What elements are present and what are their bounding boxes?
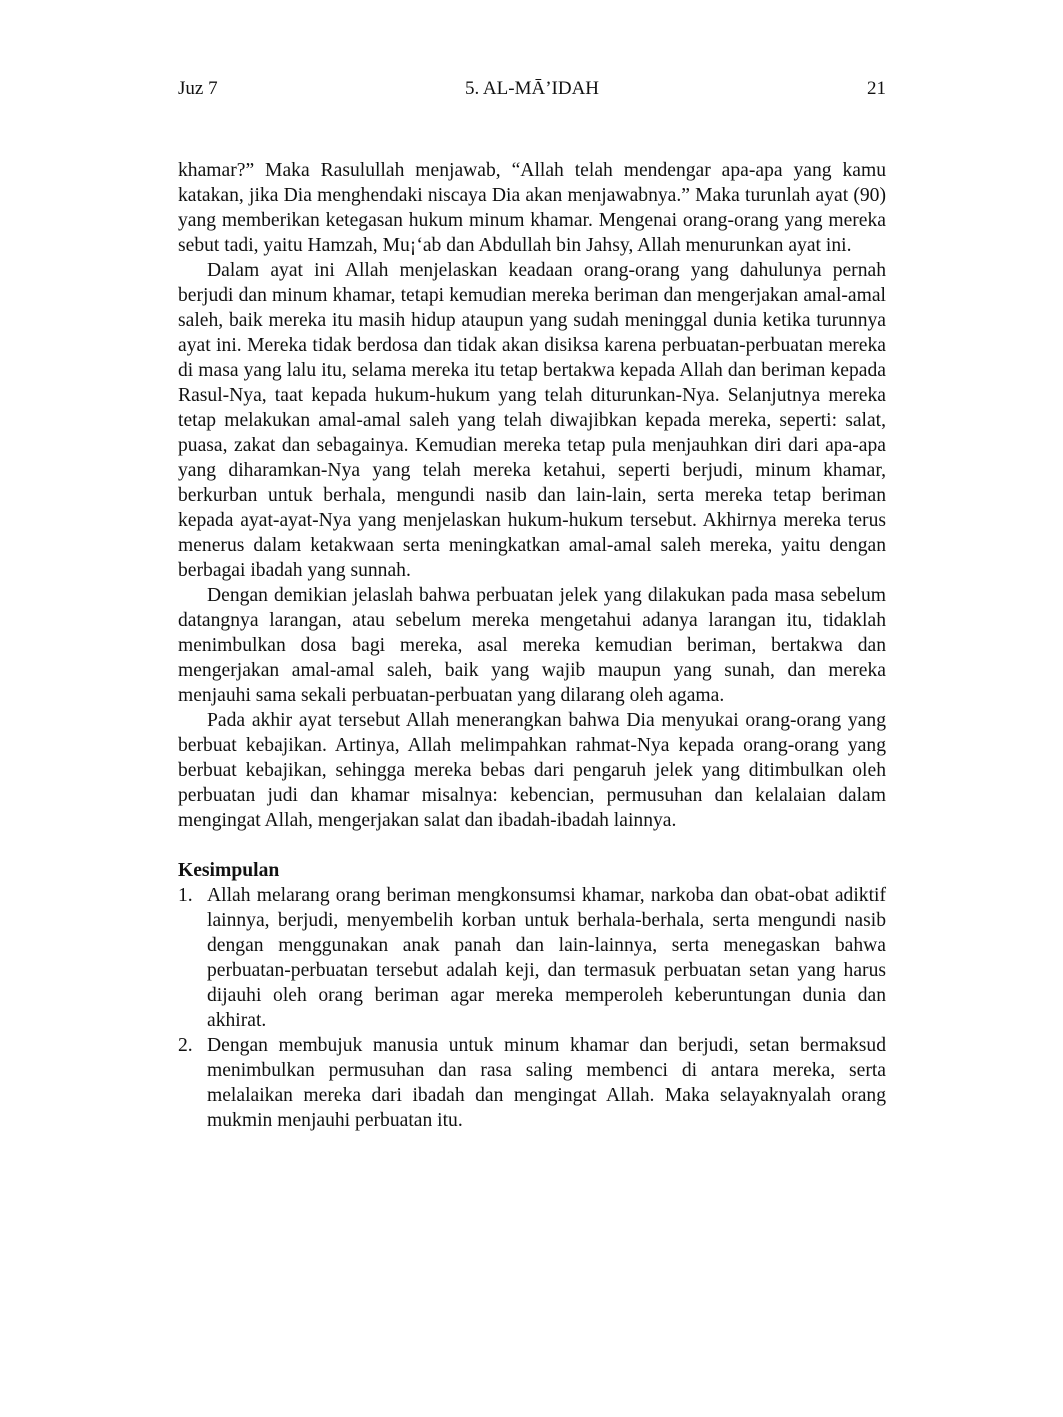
juz-label: Juz 7 xyxy=(178,78,218,99)
running-header xyxy=(178,74,886,104)
paragraph: Pada akhir ayat tersebut Allah menerangkan bahwa Dia menyukai orang-orang yang berbuat kebajikan. Artinya, Allah melimpahkan rahmat-Nya kepada orang-orang yang berbuat kebajikan, sehingga mereka bebas dari pengaruh jelek yang ditimbulkan oleh perbuatan judi dan khamar misalnya: kebencian, permusuhan dan kelalaian dalam mengingat Allah, mengerjakan salat dan ibadah-ibadah lainnya. xyxy=(178,710,886,831)
list-number: 2. xyxy=(178,1035,193,1056)
list-item-text: Allah melarang orang beriman mengkonsumsi khamar, narkoba dan obat-obat adiktif lainnya, berjudi, menyembelih korban untuk berhala-berhala, serta mengundi nasib dengan menggunakan anak panah dan lain-lainnya, serta menegaskan bahwa perbuatan-perbuatan tersebut adalah keji, dan termasuk perbuatan setan yang harus dijauhi oleh orang beriman agar mereka memperoleh keberuntungan dunia dan akhirat. xyxy=(207,885,886,1031)
conclusion-list xyxy=(178,883,886,1133)
paragraph: khamar?” Maka Rasulullah menjawab, “Allah telah mendengar apa-apa yang kamu katakan, jika Dia menghendaki niscaya Dia akan menjawabnya.” Maka turunlah ayat (90) yang memberikan ketegasan hukum minum khamar. Mengenai orang-orang yang mereka sebut tadi, yaitu Hamzah, Mu¡‘ab dan Abdullah bin Jahsy, Allah menurunkan ayat ini. xyxy=(178,160,886,256)
list-number: 1. xyxy=(178,885,193,906)
body-text xyxy=(178,158,886,1133)
surah-title: 5. AL-MĀ’IDAH xyxy=(464,78,600,99)
page-number: 21 xyxy=(867,78,886,99)
list-item xyxy=(178,883,886,1033)
section-heading: Kesimpulan xyxy=(178,860,280,881)
paragraph: Dengan demikian jelaslah bahwa perbuatan jelek yang dilakukan pada masa sebelum datangnya larangan, atau sebelum mereka mengetahui adanya larangan itu, tidaklah menimbulkan dosa bagi mereka, asal mereka kemudian beriman, bertakwa dan mengerjakan amal-amal saleh, baik yang wajib maupun yang sunah, dan mereka menjauhi sama sekali perbuatan-perbuatan yang dilarang oleh agama. xyxy=(178,585,886,706)
list-item-text: Dengan membujuk manusia untuk minum khamar dan berjudi, setan bermaksud menimbulkan permusuhan dan rasa saling membenci di antara mereka, serta melalaikan mereka dari ibadah dan mengingat Allah. Maka selayaknyalah orang mukmin menjauhi perbuatan itu. xyxy=(207,1035,886,1131)
paragraph: Dalam ayat ini Allah menjelaskan keadaan orang-orang yang dahulunya pernah berjudi dan minum khamar, tetapi kemudian mereka beriman dan mengerjakan amal-amal saleh, baik mereka itu masih hidup ataupun yang sudah meninggal dunia ketika turunnya ayat ini. Mereka tidak berdosa dan tidak akan disiksa karena perbuatan-perbuatan mereka di masa yang lalu itu, selama mereka itu tetap bertakwa kepada Allah dan beriman kepada Rasul-Nya, taat kepada hukum-hukum yang telah diturunkan-Nya. Selanjutnya mereka tetap melakukan amal-amal saleh yang telah diwajibkan kepada mereka, seperti: salat, puasa, zakat dan sebagainya. Kemudian mereka tetap pula menjauhkan diri dari apa-apa yang diharamkan-Nya yang telah mereka ketahui, seperti berjudi, minum khamar, berkurban untuk berhala, mengundi nasib dan lain-lain, serta mereka tetap beriman kepada ayat-ayat-Nya yang menjelaskan hukum-hukum tersebut. Akhirnya mereka terus menerus dalam ketakwaan serta meningkatkan amal-amal saleh mereka, yaitu dengan berbagai ibadah yang sunnah. xyxy=(178,260,886,581)
list-item xyxy=(178,1033,886,1133)
